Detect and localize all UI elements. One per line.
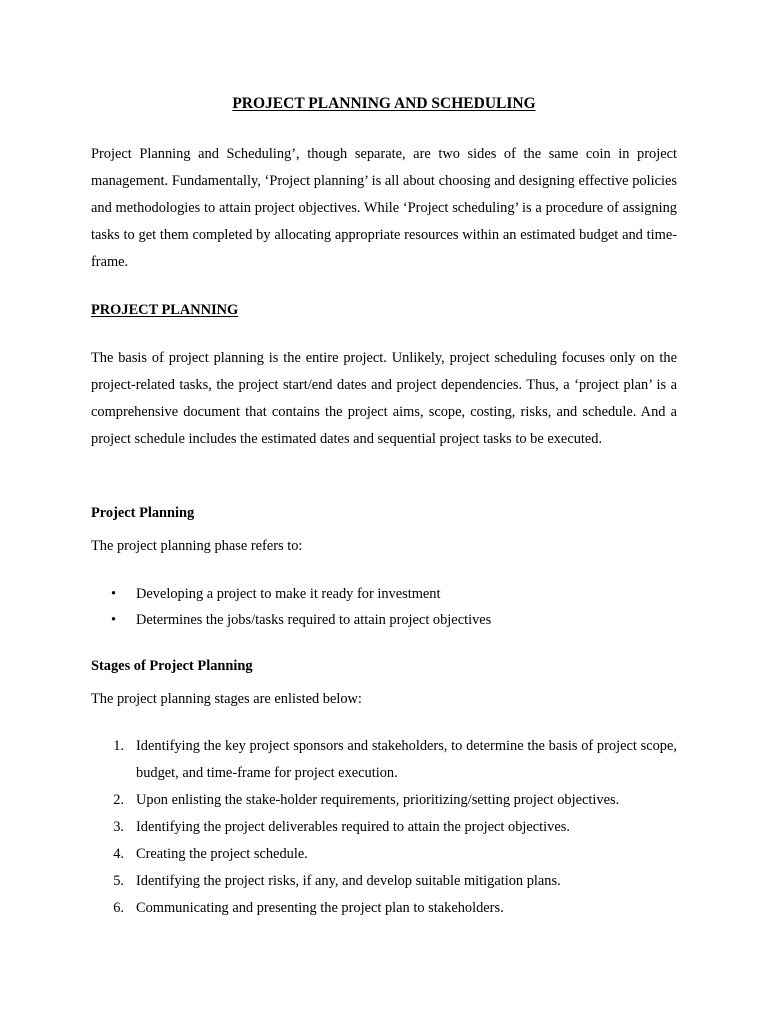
phase-intro-text: The project planning phase refers to: bbox=[91, 538, 303, 554]
sub-heading-project-planning: Project Planning bbox=[91, 505, 195, 521]
bullet-marker: • bbox=[111, 586, 117, 602]
stages-intro-text: The project planning stages are enlisted below: bbox=[91, 691, 362, 707]
list-item bbox=[91, 841, 677, 868]
list-number: 5. bbox=[113, 873, 124, 889]
stage-text: Communicating and presenting the project plan to stakeholders. bbox=[136, 900, 504, 916]
stage-text: Creating the project schedule. bbox=[136, 846, 308, 862]
section-paragraph: The basis of project planning is the entire project. Unlikely, project scheduling focuses only on the project-related tasks, the project start/end dates and project dependencies. Thus, a ‘project plan’ is a comprehensive document that contains the project aims, scope, costing, risks, and schedule. And a project schedule includes the estimated dates and sequential project tasks to be executed. bbox=[91, 350, 677, 447]
bullet-marker: • bbox=[111, 612, 117, 628]
list-item bbox=[91, 868, 677, 895]
section-heading-project-planning: PROJECT PLANNING bbox=[91, 302, 239, 318]
stages-numbered-list bbox=[91, 733, 677, 922]
phase-bullet-list bbox=[91, 581, 677, 633]
stage-text: Upon enlisting the stake-holder requirements, prioritizing/setting project objectives. bbox=[136, 792, 620, 808]
list-number: 3. bbox=[113, 819, 124, 835]
intro-paragraph: Project Planning and Scheduling’, though separate, are two sides of the same coin in project management. Fundamentally, ‘Project planning’ is all about choosing and designing effective policies and methodologies to attain project objectives. While ‘Project scheduling’ is a procedure of assigning tasks to get them completed by allocating appropriate resources within an estimated budget and time-frame. bbox=[91, 146, 677, 270]
list-item bbox=[91, 814, 677, 841]
stage-text: Identifying the project risks, if any, and develop suitable mitigation plans. bbox=[136, 873, 561, 889]
list-item bbox=[91, 787, 677, 814]
list-number: 6. bbox=[113, 900, 124, 916]
list-number: 2. bbox=[113, 792, 124, 808]
list-number: 4. bbox=[113, 846, 124, 862]
list-item bbox=[91, 895, 677, 922]
list-number: 1. bbox=[113, 738, 124, 754]
list-item bbox=[91, 607, 677, 633]
document-title: PROJECT PLANNING AND SCHEDULING bbox=[232, 95, 536, 112]
stage-text: Identifying the key project sponsors and stakeholders, to determine the basis of project scope, budget, and time-frame for project execution. bbox=[136, 738, 677, 781]
stage-text: Identifying the project deliverables required to attain the project objectives. bbox=[136, 819, 570, 835]
bullet-text: Developing a project to make it ready for investment bbox=[136, 586, 441, 602]
bullet-text: Determines the jobs/tasks required to attain project objectives bbox=[136, 612, 492, 628]
sub-heading-stages: Stages of Project Planning bbox=[91, 658, 253, 674]
list-item bbox=[91, 581, 677, 607]
list-item bbox=[91, 733, 677, 787]
